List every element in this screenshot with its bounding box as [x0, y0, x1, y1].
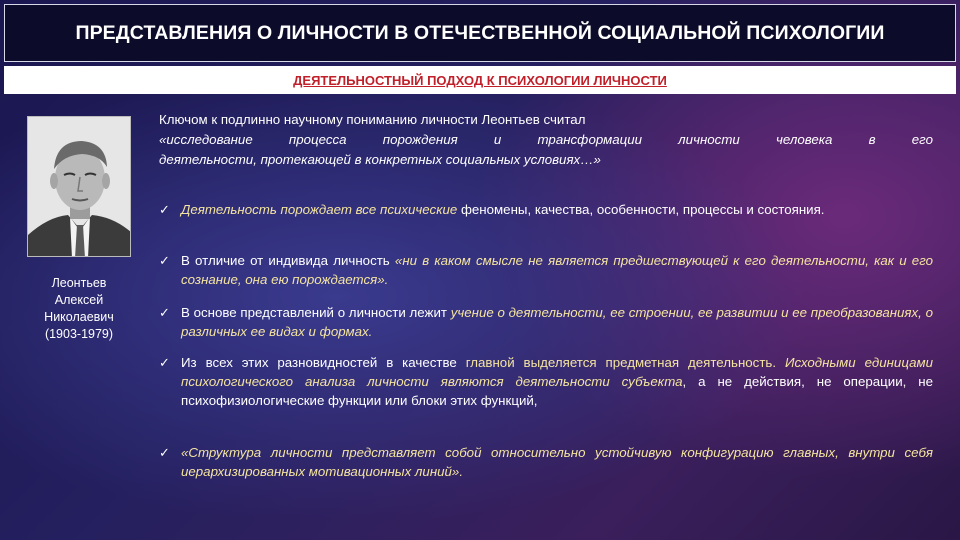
- portrait-image: [28, 117, 131, 257]
- title-bar: [4, 4, 956, 62]
- bullet-fragment: , а не действия, не операции, не психофизиологические функции или блоки этих функций,: [181, 374, 933, 408]
- intro-quote-line-2: деятельности, протекающей в конкретных социальных условиях…»: [159, 152, 601, 167]
- bullet-text: [181, 443, 933, 481]
- bullet-text: [181, 200, 933, 219]
- subtitle-bar: [4, 66, 956, 94]
- checkmark-icon: ✓: [159, 355, 170, 370]
- bullet-item: [159, 200, 933, 219]
- bullet-item: [159, 251, 933, 289]
- bullet-item: [159, 303, 933, 341]
- bullet-item: [159, 443, 933, 481]
- checkmark-icon: ✓: [159, 202, 170, 217]
- caption-name: Алексей: [54, 293, 104, 307]
- slide-subtitle: ДЕЯТЕЛЬНОСТНЫЙ ПОДХОД К ПСИХОЛОГИИ ЛИЧНОСТИ: [293, 72, 667, 88]
- checkmark-icon: ✓: [159, 253, 170, 268]
- bullet-fragment: «ни в каком смысле не является предшествующей к его деятельности, как и его сознание, она ею порождается».: [181, 253, 933, 287]
- bullet-fragment: феномены, качества, особенности, процессы и состояния.: [457, 202, 825, 217]
- caption-years: (1903-1979): [44, 327, 114, 341]
- bullet-text: [181, 251, 933, 289]
- intro-quote-line-1: «исследование процесса порождения и трансформации личности человека в его: [159, 132, 933, 147]
- caption-surname: Леонтьев: [51, 276, 107, 290]
- bullet-fragment: главной выделяется предметная деятельность.: [465, 355, 777, 370]
- bullet-fragment: В основе представлений о личности лежит: [181, 305, 451, 320]
- slide-title: ПРЕДСТАВЛЕНИЯ О ЛИЧНОСТИ В ОТЕЧЕСТВЕННОЙ СОЦИАЛЬНОЙ ПСИХОЛОГИИ: [75, 21, 885, 44]
- bullet-fragment: Деятельность порождает все психические: [181, 202, 458, 217]
- bullet-text: [181, 353, 933, 410]
- bullet-fragment: Из всех этих разновидностей в качестве: [181, 355, 466, 370]
- intro-paragraph: [159, 110, 933, 170]
- bullet-text: [181, 303, 933, 341]
- checkmark-icon: ✓: [159, 305, 170, 320]
- portrait-caption: [22, 275, 136, 343]
- caption-patronymic: Николаевич: [44, 310, 114, 324]
- bullet-fragment: «Структура личности представляет собой относительно устойчивую конфигурацию главных, внутри себя иерархизированных мотивационных линий».: [181, 445, 933, 479]
- bullet-fragment: учение о деятельности, ее строении, ее развитии и ее преобразованиях, о различных ее видах и формах.: [181, 305, 933, 339]
- bullet-fragment: В отличие от индивида личность: [181, 253, 395, 268]
- bullet-item: [159, 353, 933, 410]
- bullet-fragment: Исходными единицами психологического анализа личности являются деятельности субъекта: [181, 355, 933, 389]
- portrait-photo: [27, 116, 131, 257]
- intro-line: Ключом к подлинно научному пониманию личности Леонтьев считал: [159, 112, 586, 127]
- checkmark-icon: ✓: [159, 445, 170, 460]
